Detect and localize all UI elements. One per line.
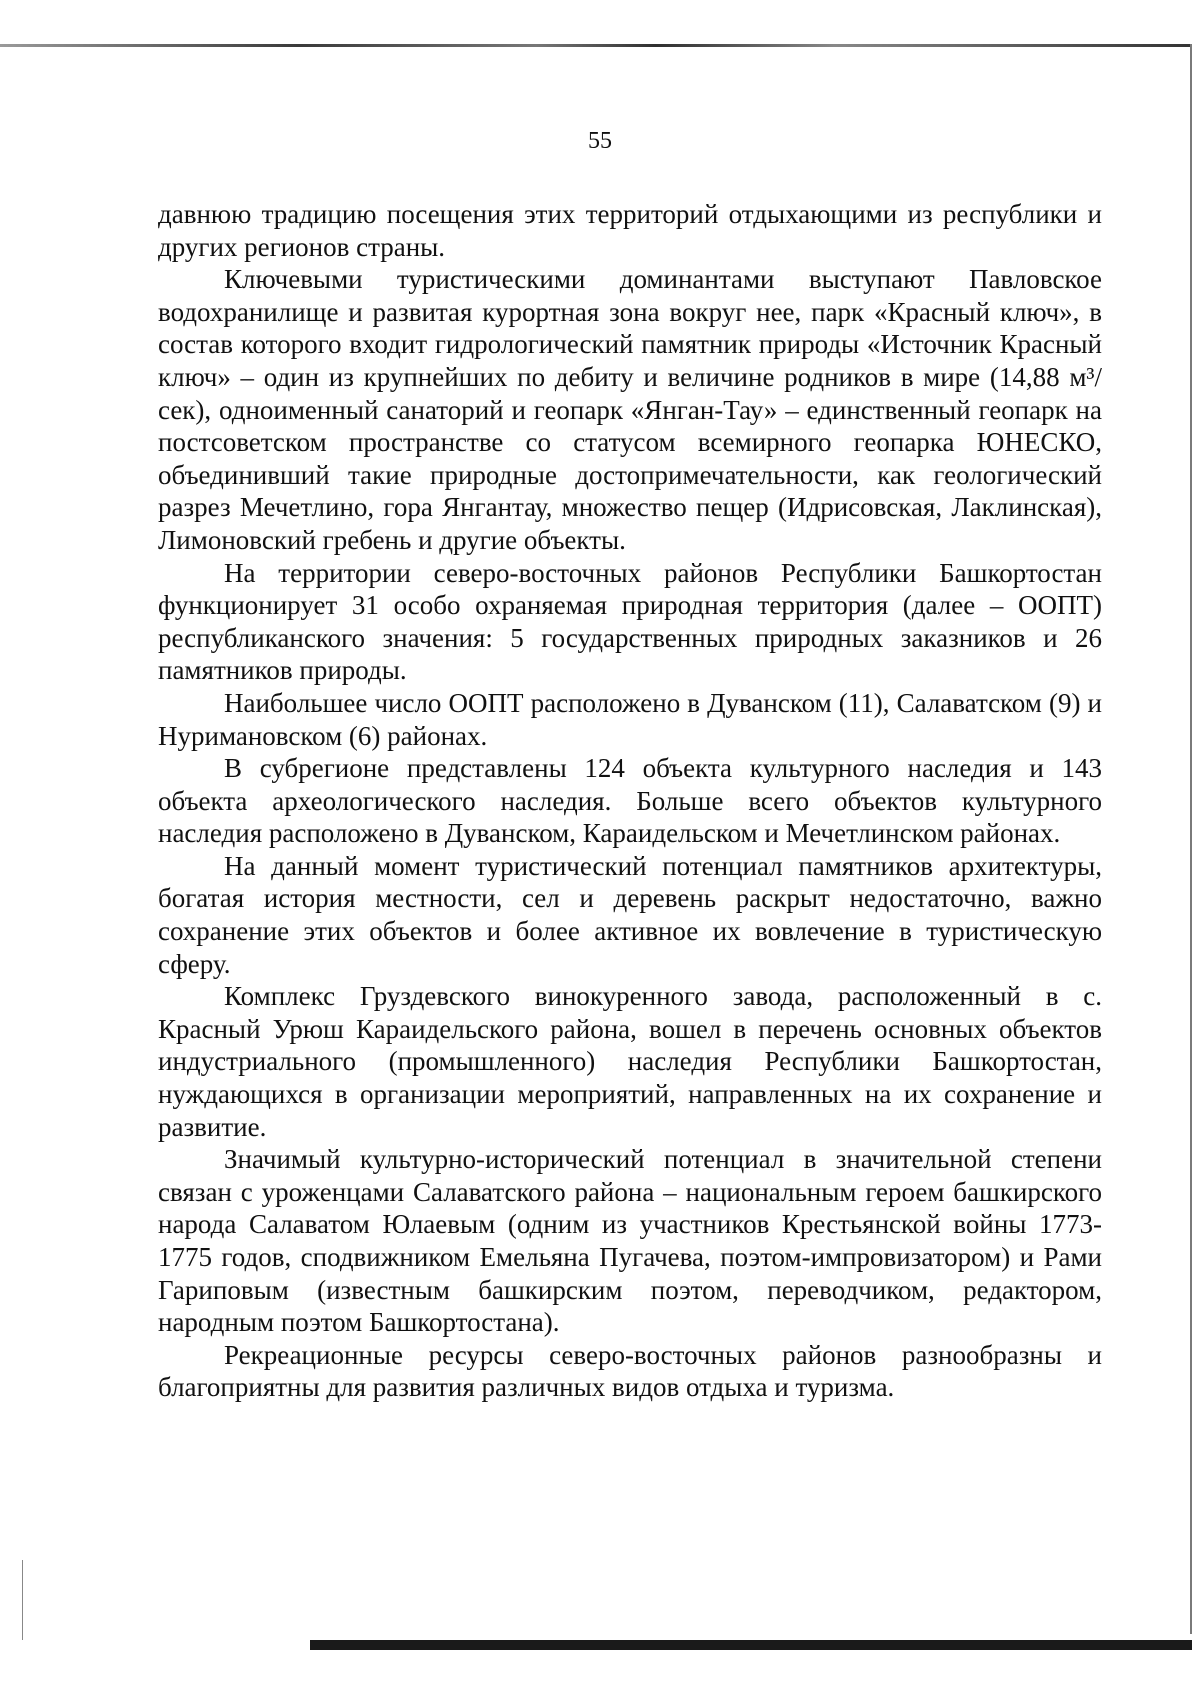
page-number: 55: [588, 128, 612, 154]
page-body: [158, 198, 1102, 1404]
paragraph-continuation: давнюю традицию посещения этих территорий отдыхающими из республики и других регионов страны.: [158, 199, 1102, 262]
paragraph-cultural-historical-potential: Значимый культурно-исторический потенциал в значительной степени связан с уроженцами Салаватского района – национальным героем башкирского народа Салаватом Юлаевым (одним из участников Крестьянской войны 1773-1775 годов, сподвижником Емельяна Пугачева, поэтом-импровизатором) и Рами Гариповым (известным башкирским поэтом, переводчиком, редактором, народным поэтом Башкортостана).: [158, 1144, 1102, 1338]
scan-artifact-bottom-bar: [310, 1640, 1192, 1650]
paragraph-protected-areas-by-district: Наибольшее число ООПТ расположено в Дуванском (11), Салаватском (9) и Нуримановском (6) районах.: [158, 687, 1102, 751]
scan-artifact-top-line: [0, 44, 1192, 47]
paragraph-architecture-potential: На данный момент туристический потенциал памятников архитектуры, богатая история местности, сел и деревень раскрыт недостаточно, важно сохранение этих объектов и более активное их вовлечение в туристическую сферу.: [158, 850, 1102, 979]
scan-artifact-left-edge: [22, 1560, 23, 1640]
paragraph-cultural-heritage: В субрегионе представлены 124 объекта культурного наследия и 143 объекта археологического наследия. Больше всего объектов культурного наследия расположено в Дуванском, Караидельском и Мечетлинском районах.: [158, 753, 1102, 849]
paragraph-key-tourist-dominants: Ключевыми туристическими доминантами выступают Павловское водохранилище и развитая курортная зона вокруг нее, парк «Красный ключ», в состав которого входит гидрологический памятник природы «Источник Красный ключ» – один из крупнейших по дебиту и величине родников в мире (14,88 м³/сек), одноименный санаторий и геопарк «Янган-Тау» – единственный геопарк на постсоветском пространстве со статусом всемирного геопарка ЮНЕСКО, объединивший такие природные достопримечательности, как геологический разрез Мечетлино, гора Янгантау, множество пещер (Идрисовская, Лаклинская), Лимоновский гребень и другие объекты.: [158, 264, 1102, 555]
scan-artifact-right-edge: [1190, 44, 1192, 1634]
paragraph-protected-areas: На территории северо-восточных районов Республики Башкортостан функционирует 31 особо охраняемая природная территория (далее – ООПТ) республиканского значения: 5 государственных природных заказников и 26 памятников природы.: [158, 557, 1102, 686]
paragraph-recreational-resources: Рекреационные ресурсы северо-восточных районов разнообразны и благоприятны для развития различных видов отдыха и туризма.: [158, 1339, 1102, 1403]
paragraph-industrial-heritage: Комплекс Груздевского винокуренного завода, расположенный в с. Красный Урюш Караидельского района, вошел в перечень основных объектов индустриального (промышленного) наследия Республики Башкортостан, нуждающихся в организации мероприятий, направленных на их сохранение и развитие.: [158, 981, 1102, 1142]
